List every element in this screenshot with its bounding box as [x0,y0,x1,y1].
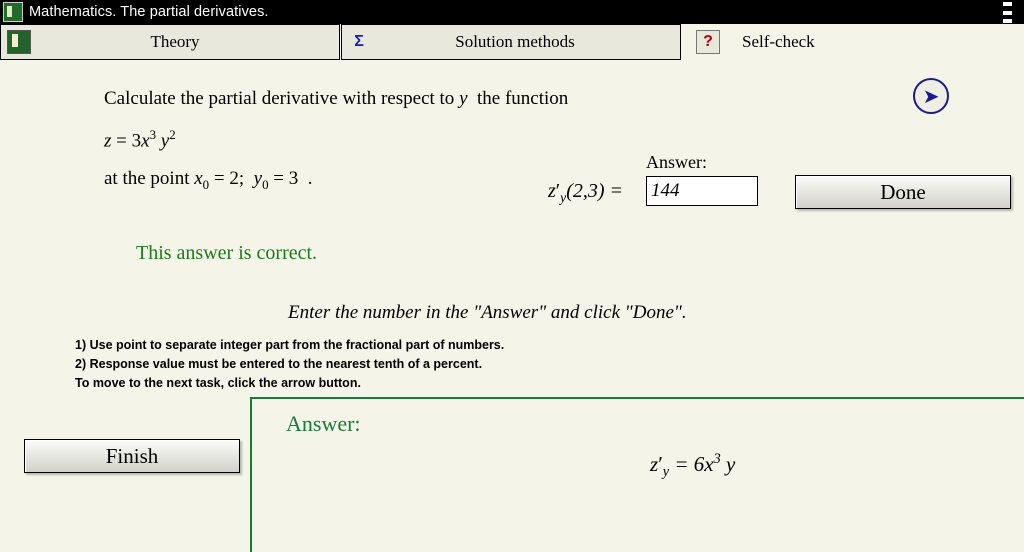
point-y-subscript: 0 [262,176,269,192]
task-prompt-prefix: Calculate the partial derivative with respect to [104,88,455,109]
formula-z: z [650,452,659,476]
answer-expr-prime: ′ [555,180,561,202]
answer-input[interactable] [646,176,758,206]
answer-expr-args: (2,3) = [566,180,624,202]
book-icon [7,30,31,54]
done-button[interactable]: Done [795,175,1011,209]
next-arrow-glyph: ➤ [922,84,940,108]
question-mark-icon: ? [696,30,720,54]
point-y-variable: y [253,168,263,189]
main-content [0,62,1024,552]
tab-theory-label: Theory [150,32,200,51]
function-y: y [160,130,170,152]
formula-x-exponent: 3 [713,451,721,467]
window-menu-dots-icon[interactable] [1002,2,1012,23]
instruction-text: Enter the number in the "Answer" and click "Done". [288,302,687,323]
task-point-line [104,168,312,193]
function-y-exponent: 2 [169,127,176,142]
answer-expr-z: z [548,180,556,202]
task-prompt-variable: y [459,88,468,109]
answer-expr-subscript: y [560,190,567,205]
point-y-value: = 3 [273,168,299,189]
answer-panel [250,397,1024,552]
point-period: . [307,168,313,189]
task-prompt-line [104,88,568,110]
window-title: Mathematics. The partial derivatives. [29,4,269,20]
answer-expression [548,180,623,206]
tab-bar [0,24,1024,62]
function-x-exponent: 3 [149,127,157,142]
note-line-1: 1) Use point to separate integer part from the fractional part of numbers. [75,338,505,352]
function-lhs: z [104,130,112,152]
book-icon [3,2,23,22]
formula-subscript: y [662,464,670,481]
formula-equals: = 6 [674,452,705,476]
formula-x: x [704,452,714,476]
notes-block [75,336,504,393]
formula-prime: ′ [658,452,663,476]
answer-panel-title: Answer: [286,411,361,436]
function-x: x [141,130,150,152]
feedback-message: This answer is correct. [136,242,318,264]
task-prompt-suffix: the function [477,88,569,109]
finish-button[interactable]: Finish [24,439,240,473]
formula-y: y [726,452,736,476]
window-titlebar [0,0,1024,24]
point-x-subscript: 0 [202,176,210,192]
function-equals: = [116,130,127,152]
tab-self-check[interactable] [690,24,990,60]
note-line-2: 2) Response value must be entered to the nearest tenth of a percent. [75,357,483,371]
answer-panel-formula [650,451,735,481]
sigma-icon: Σ [354,33,364,50]
tab-solution-methods-label: Solution methods [455,32,575,51]
note-line-3: To move to the next task, click the arrow button. [75,376,361,390]
task-function-line [104,127,176,152]
tab-theory[interactable] [0,24,340,60]
next-arrow-icon[interactable] [913,78,949,114]
tab-self-check-label: Self-check [742,32,815,51]
tab-solution-methods[interactable] [341,24,681,60]
answer-label: Answer: [646,152,707,172]
point-prefix: at the point [104,168,190,189]
point-x-variable: x [194,168,203,189]
function-coefficient: 3 [131,130,142,152]
point-x-value: = 2; [213,168,245,189]
